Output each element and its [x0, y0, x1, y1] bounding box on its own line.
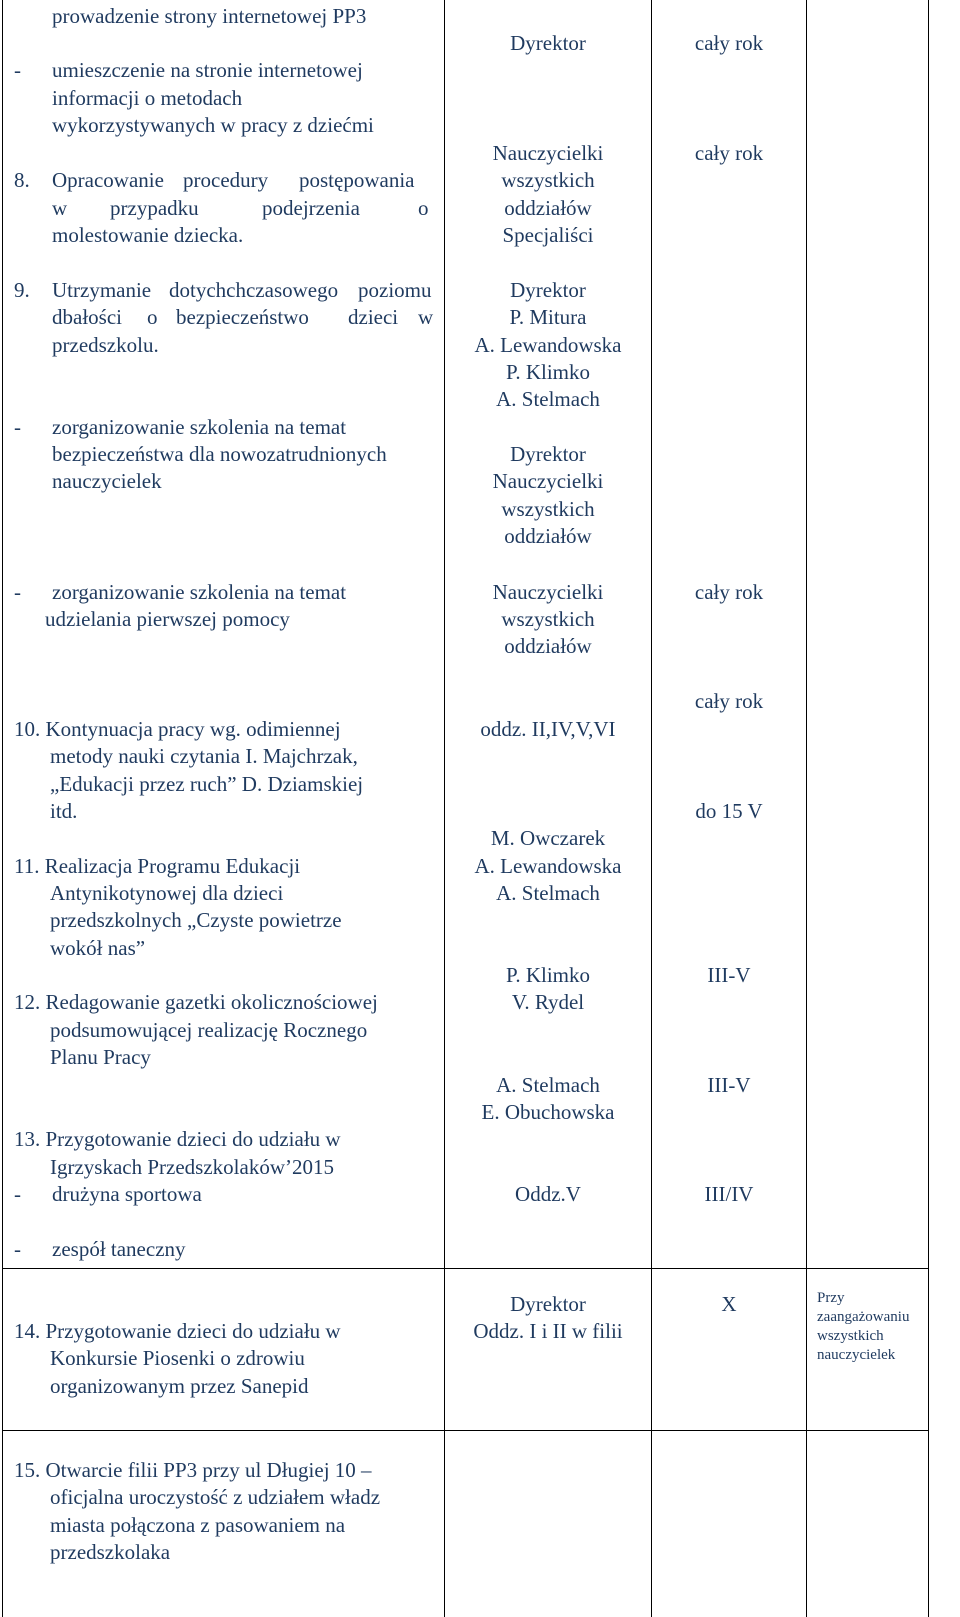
item8-word: podejrzenia: [262, 196, 360, 220]
responsible-cell: P. Klimko: [505, 360, 591, 384]
item12-line: Planu Pracy: [50, 1045, 151, 1069]
responsible-cell: Dyrektor: [510, 31, 586, 55]
responsible-cell: V. Rydel: [511, 990, 585, 1014]
notes-cell: nauczycielek: [817, 1347, 896, 1363]
responsible-cell: oddziałów: [504, 196, 592, 220]
column-divider-2: [651, 0, 652, 1617]
item15-line: miasta połączona z pasowaniem na: [50, 1513, 346, 1537]
item9-line: przedszkolu.: [52, 333, 159, 357]
notes-cell: zaangażowaniu: [817, 1309, 910, 1325]
item9-word: dbałości: [52, 305, 122, 329]
responsible-cell: Nauczycielki: [492, 580, 604, 604]
responsible-cell: Dyrektor: [510, 1292, 586, 1316]
item10-line: metody nauki czytania I. Majchrzak,: [50, 744, 358, 768]
item-number: 9.: [14, 278, 30, 302]
item8-word: przypadku: [110, 196, 199, 220]
responsible-cell: Specjaliści: [502, 223, 594, 247]
deadline-cell: III-V: [707, 1073, 751, 1097]
responsible-cell: E. Obuchowska: [481, 1100, 615, 1124]
item13-line: 13. Przygotowanie dzieci do udziału w: [14, 1127, 341, 1151]
responsible-cell: wszystkich: [501, 168, 595, 192]
first-aid-line: zorganizowanie szkolenia na temat: [52, 580, 347, 604]
responsible-cell: Dyrektor: [510, 278, 586, 302]
item8-word: w: [52, 196, 68, 220]
notes-cell: wszystkich: [817, 1328, 884, 1344]
safety-training-line: nauczycielek: [52, 469, 162, 493]
dash-marker: -: [14, 58, 21, 82]
dash-marker: -: [14, 1182, 21, 1206]
item8-word: o: [418, 196, 429, 220]
item14-line: Konkursie Piosenki o zdrowiu: [50, 1346, 305, 1370]
responsible-cell: oddziałów: [504, 524, 592, 548]
responsible-cell: Nauczycielki: [492, 469, 604, 493]
item8-word: Opracowanie: [52, 168, 164, 192]
responsible-cell: oddz. II,IV,V,VI: [480, 717, 616, 741]
item13-line: Igrzyskach Przedszkolaków’2015: [50, 1155, 334, 1179]
item11-line: Antynikotynowej dla dzieci: [50, 881, 284, 905]
responsible-cell: P. Mitura: [509, 305, 587, 329]
sport-team: drużyna sportowa: [52, 1182, 202, 1206]
responsible-cell: P. Klimko: [505, 963, 591, 987]
deadline-cell: cały rok: [694, 141, 764, 165]
item9-word: bezpieczeństwo: [176, 305, 309, 329]
item10-line: itd.: [50, 799, 78, 823]
responsible-cell: A. Lewandowska: [474, 333, 622, 357]
safety-training-line: bezpieczeństwa dla nowozatrudnionych: [52, 442, 387, 466]
responsible-cell: M. Owczarek: [490, 826, 606, 850]
deadline-cell: cały rok: [694, 580, 764, 604]
item12-line: 12. Redagowanie gazetki okolicznościowej: [14, 990, 378, 1014]
table-border-left: [2, 0, 3, 1617]
item10-line: 10. Kontynuacja pracy wg. odimiennej: [14, 717, 341, 741]
web-info-line: informacji o metodach: [52, 86, 243, 110]
dash-marker: -: [14, 580, 21, 604]
item8-word: procedury: [183, 168, 269, 192]
item14-line: organizowanym przez Sanepid: [50, 1374, 309, 1398]
responsible-cell: A. Stelmach: [496, 1073, 600, 1097]
row-divider-1: [2, 1268, 929, 1269]
safety-training-line: zorganizowanie szkolenia na temat: [52, 415, 347, 439]
responsible-cell: wszystkich: [501, 497, 595, 521]
intro-text: prowadzenie strony internetowej PP3: [52, 4, 367, 28]
web-info-line: umieszczenie na stronie internetowej: [52, 58, 363, 82]
responsible-cell: oddziałów: [504, 634, 592, 658]
responsible-cell: A. Lewandowska: [474, 854, 622, 878]
notes-cell: Przy: [817, 1290, 845, 1306]
responsible-cell: Oddz.V: [515, 1182, 581, 1206]
item9-word: poziomu: [358, 278, 432, 302]
item9-word: dzieci: [348, 305, 399, 329]
deadline-cell: X: [721, 1292, 737, 1316]
item8-line: molestowanie dziecka.: [52, 223, 244, 247]
column-divider-1: [444, 0, 445, 1617]
item11-line: przedszkolnych „Czyste powietrze: [50, 908, 342, 932]
column-divider-3: [806, 0, 807, 1617]
item15-line: 15. Otwarcie filii PP3 przy ul Długiej 10 –: [14, 1458, 372, 1482]
item10-line: „Edukacji przez ruch” D. Dziamskiej: [50, 772, 364, 796]
responsible-cell: Dyrektor: [510, 442, 586, 466]
dash-marker: -: [14, 1237, 21, 1261]
item11-line: 11. Realizacja Programu Edukacji: [14, 854, 301, 878]
item15-line: przedszkolaka: [50, 1540, 171, 1564]
responsible-cell: A. Stelmach: [496, 881, 600, 905]
item9-word: w: [418, 305, 434, 329]
item-number: 8.: [14, 168, 30, 192]
responsible-cell: Nauczycielki: [492, 141, 604, 165]
deadline-cell: cały rok: [694, 31, 764, 55]
dance-group: zespół taneczny: [52, 1237, 186, 1261]
deadline-cell: do 15 V: [695, 799, 763, 823]
item9-word: Utrzymanie: [52, 278, 152, 302]
item9-word: o: [147, 305, 158, 329]
row-divider-2: [2, 1430, 929, 1431]
deadline-cell: III/IV: [704, 1182, 754, 1206]
dash-marker: -: [14, 415, 21, 439]
deadline-cell: cały rok: [694, 689, 764, 713]
item8-word: postępowania: [299, 168, 415, 192]
item12-line: podsumowującej realizację Rocznego: [50, 1018, 368, 1042]
table-border-right: [928, 0, 929, 1617]
item14-line: 14. Przygotowanie dzieci do udziału w: [14, 1319, 341, 1343]
item11-line: wokół nas”: [50, 936, 146, 960]
web-info-line: wykorzystywanych w pracy z dziećmi: [52, 113, 374, 137]
responsible-cell: Oddz. I i II w filii: [473, 1319, 623, 1343]
deadline-cell: III-V: [707, 963, 751, 987]
responsible-cell: A. Stelmach: [496, 387, 600, 411]
item15-line: oficjalna uroczystość z udziałem władz: [50, 1485, 381, 1509]
responsible-cell: wszystkich: [501, 607, 595, 631]
item9-word: dotychchczasowego: [169, 278, 339, 302]
first-aid-line: udzielania pierwszej pomocy: [45, 607, 290, 631]
